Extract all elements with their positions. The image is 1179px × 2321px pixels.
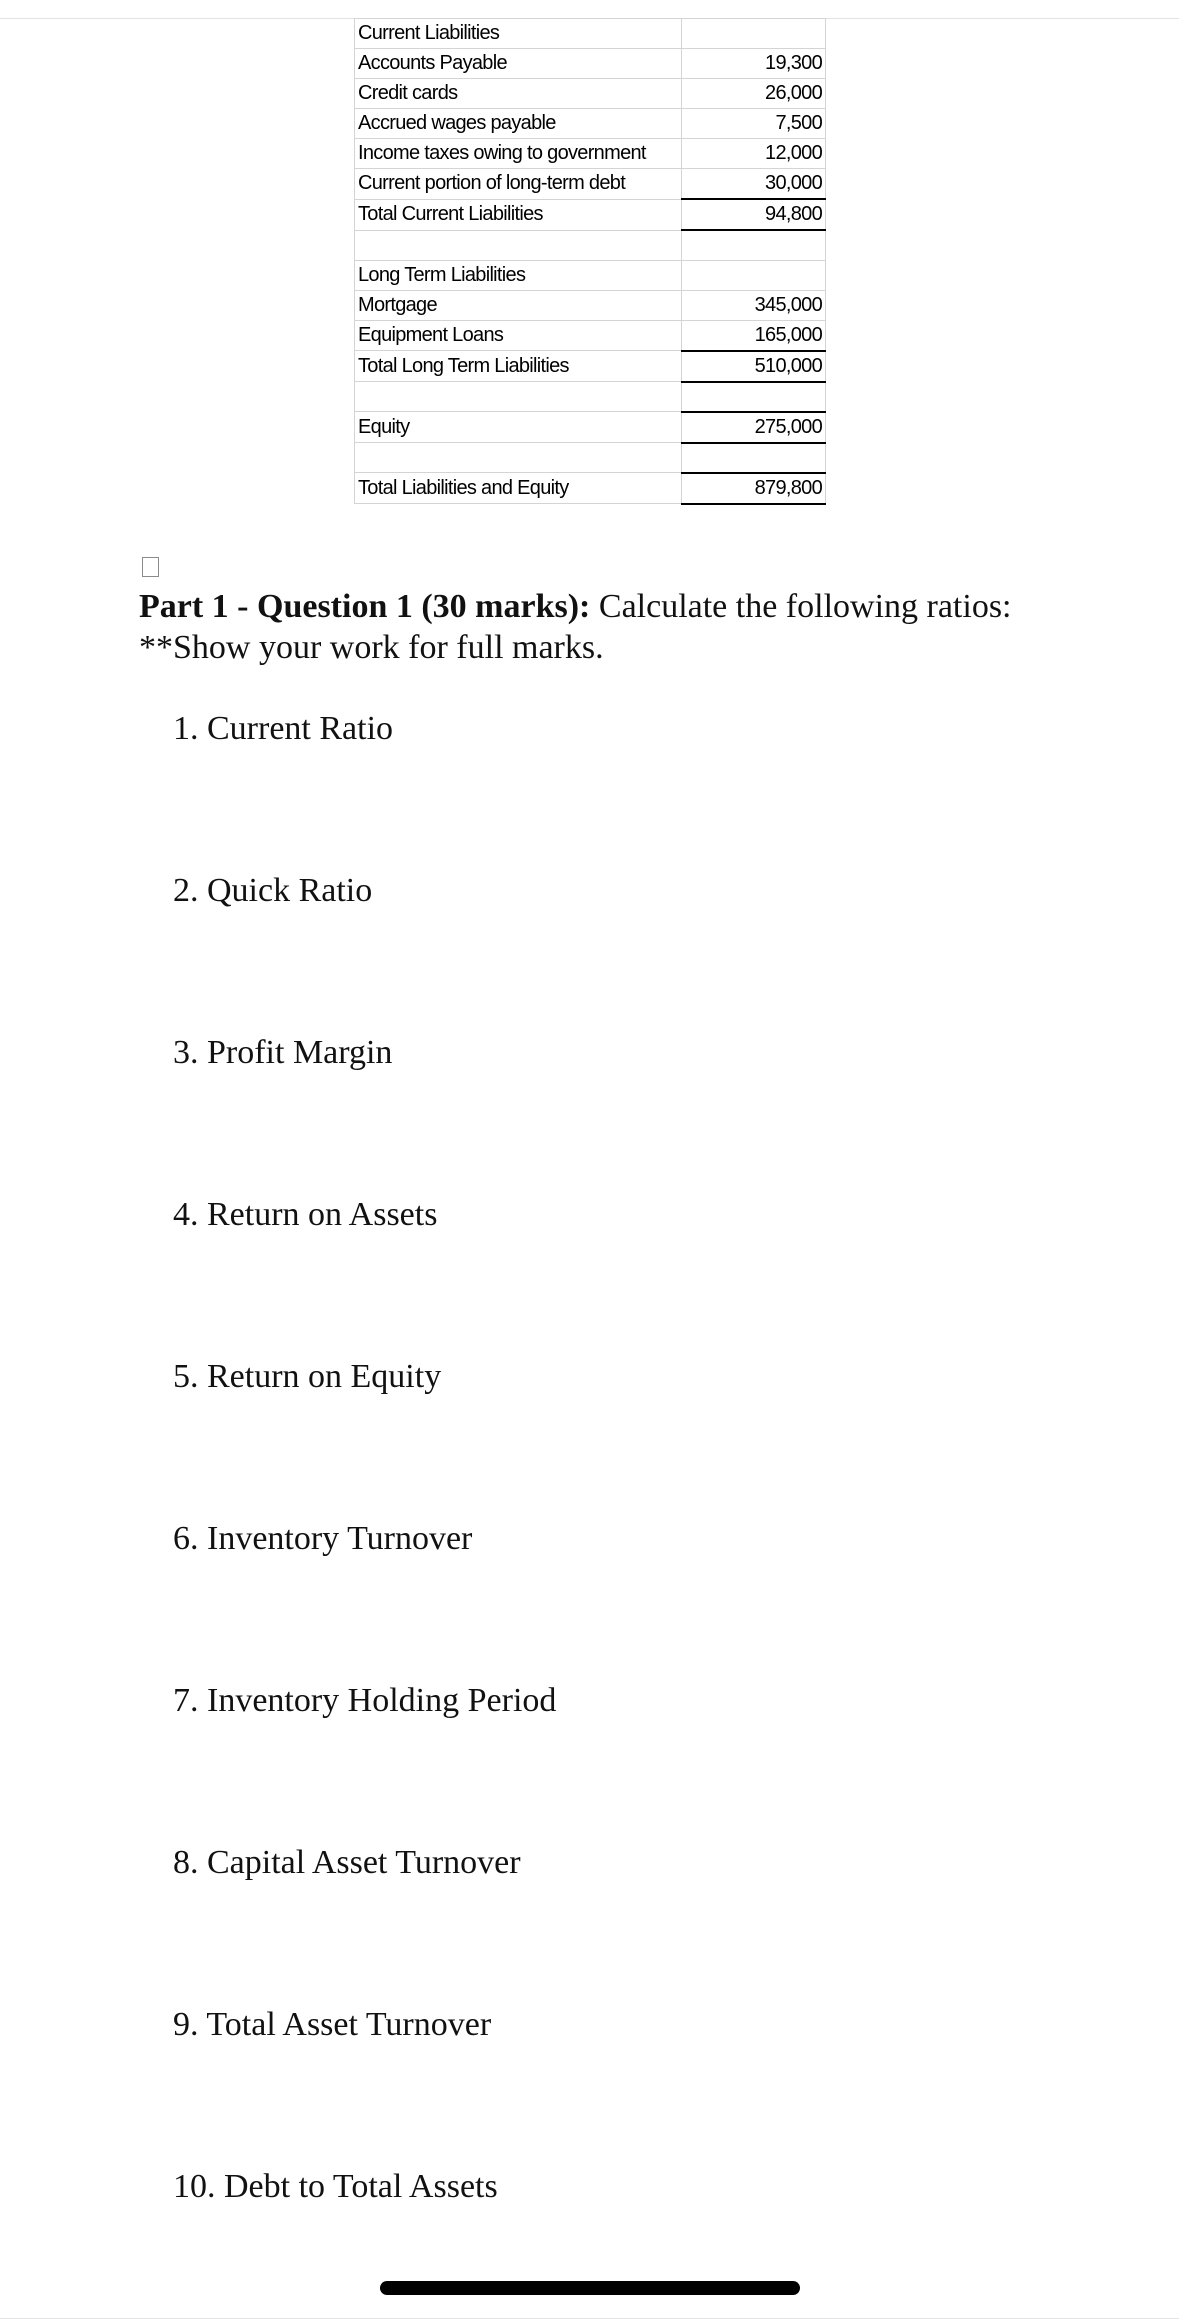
row-label xyxy=(355,230,682,260)
table-row xyxy=(355,230,826,260)
ratio-item: 4. Return on Assets xyxy=(173,1196,438,1233)
ratio-item: 3. Profit Margin xyxy=(173,1034,393,1071)
home-indicator[interactable] xyxy=(380,2281,800,2295)
row-value: 19,300 xyxy=(682,49,826,79)
row-value: 7,500 xyxy=(682,109,826,139)
row-label: Equity xyxy=(355,412,682,443)
row-value: 879,800 xyxy=(682,473,826,504)
table-row xyxy=(355,290,826,320)
table-row xyxy=(355,473,826,504)
table-row xyxy=(355,49,826,79)
ratio-item: 6. Inventory Turnover xyxy=(173,1520,473,1557)
ratio-item: 5. Return on Equity xyxy=(173,1358,442,1395)
row-label xyxy=(355,382,682,412)
ratio-item: 9. Total Asset Turnover xyxy=(173,2006,492,2043)
row-label: Credit cards xyxy=(355,79,682,109)
row-value: 26,000 xyxy=(682,79,826,109)
ratio-item: 10. Debt to Total Assets xyxy=(173,2168,498,2205)
question-title xyxy=(139,586,1139,627)
row-value xyxy=(682,260,826,290)
row-value: 12,000 xyxy=(682,139,826,169)
row-label: Income taxes owing to government xyxy=(355,139,682,169)
table-row xyxy=(355,351,826,382)
table-row xyxy=(355,19,826,49)
ratio-item: 1. Current Ratio xyxy=(173,710,394,747)
task-checkbox[interactable] xyxy=(142,557,159,577)
row-label: Accounts Payable xyxy=(355,49,682,79)
table-row xyxy=(355,109,826,139)
row-value: 510,000 xyxy=(682,351,826,382)
question-title-bold: Part 1 - Question 1 (30 marks): xyxy=(139,588,591,625)
row-label: Total Liabilities and Equity xyxy=(355,473,682,504)
question-block xyxy=(139,586,1139,668)
row-label: Equipment Loans xyxy=(355,320,682,351)
row-label: Total Long Term Liabilities xyxy=(355,351,682,382)
table-row xyxy=(355,169,826,200)
table-row xyxy=(355,199,826,230)
row-value: 30,000 xyxy=(682,169,826,200)
table-row xyxy=(355,382,826,412)
table-row xyxy=(355,412,826,443)
row-value: 165,000 xyxy=(682,320,826,351)
table-row xyxy=(355,139,826,169)
row-value xyxy=(682,230,826,260)
row-label: Long Term Liabilities xyxy=(355,260,682,290)
row-value xyxy=(682,382,826,412)
table-row xyxy=(355,320,826,351)
row-label: Current Liabilities xyxy=(355,19,682,49)
row-value: 275,000 xyxy=(682,412,826,443)
row-value xyxy=(682,443,826,473)
question-title-rest: Calculate the following ratios: xyxy=(590,588,1012,625)
ratio-item: 2. Quick Ratio xyxy=(173,872,373,909)
row-value xyxy=(682,19,826,49)
ratio-item: 7. Inventory Holding Period xyxy=(173,1682,557,1719)
row-value: 345,000 xyxy=(682,290,826,320)
liabilities-equity-table xyxy=(354,18,826,505)
row-label: Total Current Liabilities xyxy=(355,199,682,230)
row-label: Mortgage xyxy=(355,290,682,320)
row-label: Accrued wages payable xyxy=(355,109,682,139)
bottom-divider xyxy=(0,2318,1179,2319)
table-row xyxy=(355,79,826,109)
row-label: Current portion of long-term debt xyxy=(355,169,682,200)
question-instruction: **Show your work for full marks. xyxy=(139,629,604,666)
ratio-item: 8. Capital Asset Turnover xyxy=(173,1844,521,1881)
row-value: 94,800 xyxy=(682,199,826,230)
table-row xyxy=(355,260,826,290)
row-label xyxy=(355,443,682,473)
table-row xyxy=(355,443,826,473)
